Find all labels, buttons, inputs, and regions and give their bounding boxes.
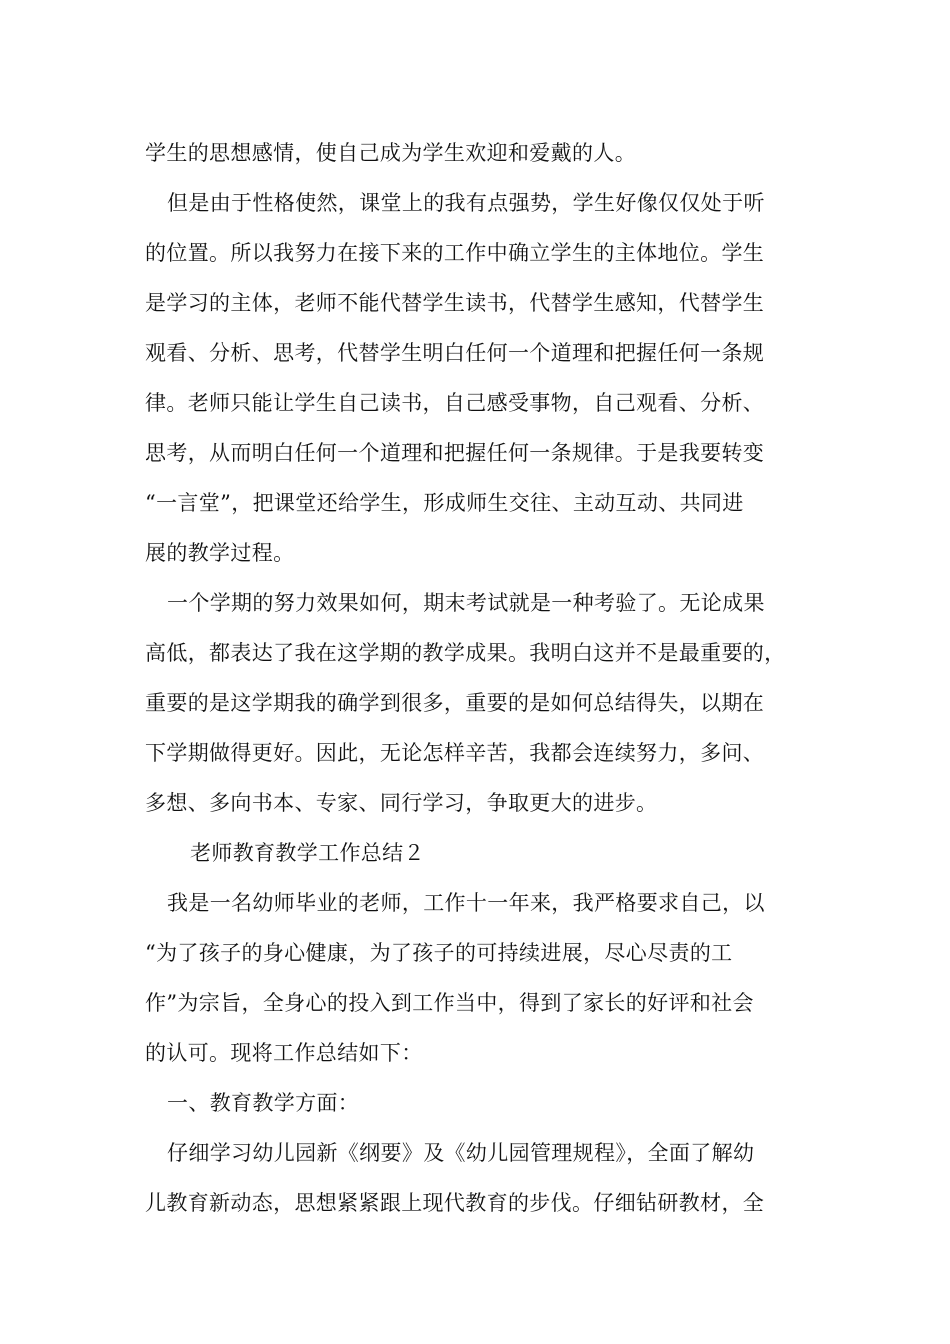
text-line: 重要的是这学期我的确学到很多，重要的是如何总结得失，以期在 bbox=[145, 691, 765, 715]
text-line: 是学习的主体，老师不能代替学生读书，代替学生感知，代替学生 bbox=[145, 291, 765, 315]
text-line: 展的教学过程。 bbox=[145, 541, 295, 565]
text-line: 多想、多向书本、专家、同行学习，争取更大的进步。 bbox=[145, 791, 658, 815]
text-line: 律。老师只能让学生自己读书，自己感受事物，自己观看、分析、 bbox=[145, 391, 765, 415]
paragraph-first-line: 仔细学习幼儿园新《纲要》及《幼儿园管理规程》，全面了解幼 bbox=[167, 1141, 755, 1165]
section-title: 老师教育教学工作总结２ bbox=[190, 841, 425, 865]
text-line: 下学期做得更好。因此，无论怎样辛苦，我都会连续努力，多问、 bbox=[145, 741, 765, 765]
text-line: 观看、分析、思考，代替学生明白任何一个道理和把握任何一条规 bbox=[145, 341, 765, 365]
text-line: “一言堂”，把课堂还给学生，形成师生交往、主动互动、共同进 bbox=[145, 491, 744, 515]
paragraph-first-line: 一个学期的努力效果如何，期末考试就是一种考验了。无论成果 bbox=[167, 591, 765, 615]
text-line: 学生的思想感情，使自己成为学生欢迎和爱戴的人。 bbox=[145, 141, 637, 165]
document-body bbox=[145, 128, 825, 1228]
paragraph-first-line: 但是由于性格使然，课堂上的我有点强势，学生好像仅仅处于听 bbox=[167, 191, 765, 215]
text-line: “为了孩子的身心健康，为了孩子的可持续进展，尽心尽责的工 bbox=[145, 941, 733, 965]
text-line: 思考，从而明白任何一个道理和把握任何一条规律。于是我要转变 bbox=[145, 441, 765, 465]
text-line: 高低，都表达了我在这学期的教学成果。我明白这并不是最重要的， bbox=[145, 641, 786, 665]
paragraph-first-line: 我是一名幼师毕业的老师，工作十一年来，我严格要求自己，以 bbox=[167, 891, 765, 915]
subheading: 一、教育教学方面： bbox=[167, 1091, 360, 1115]
text-line: 作”为宗旨，全身心的投入到工作当中，得到了家长的好评和社会 bbox=[145, 991, 754, 1015]
text-line: 儿教育新动态，思想紧紧跟上现代教育的步伐。仔细钻研教材，全 bbox=[145, 1191, 765, 1215]
text-line: 的位置。所以我努力在接下来的工作中确立学生的主体地位。学生 bbox=[145, 241, 765, 265]
text-line: 的认可。现将工作总结如下： bbox=[145, 1041, 423, 1065]
